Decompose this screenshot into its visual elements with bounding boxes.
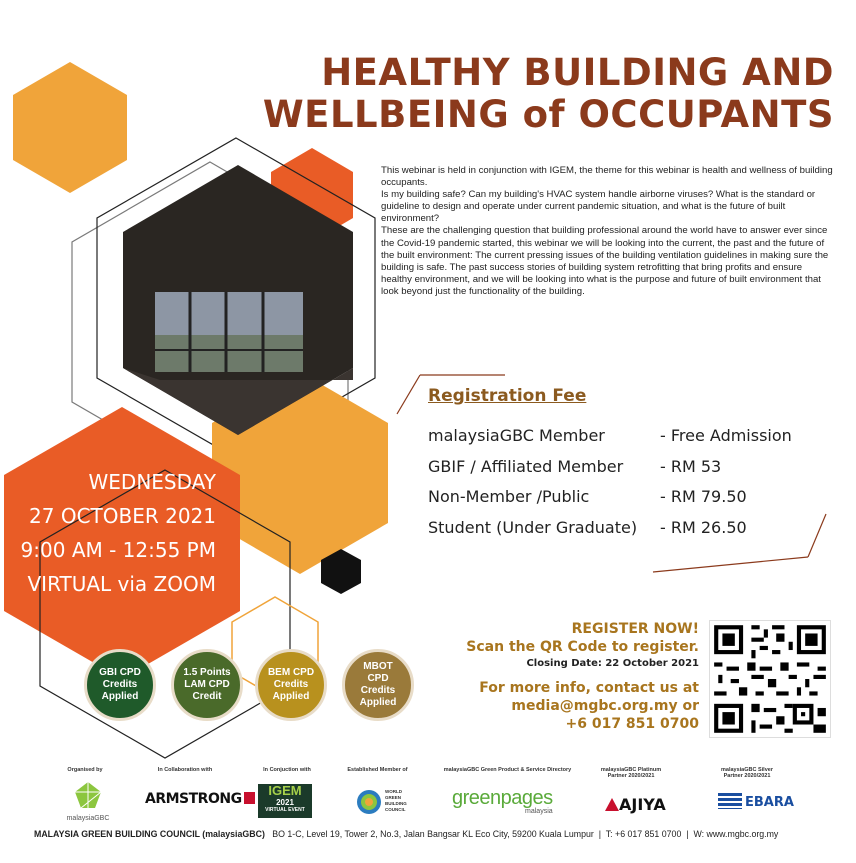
closing-date: Closing Date: 22 October 2021	[526, 658, 699, 669]
footer-org: MALAYSIA GREEN BUILDING COUNCIL (malaysiaGBC)	[34, 829, 265, 839]
ajiya-logo: AJIYA	[605, 795, 666, 814]
contact-phone[interactable]: +6 017 851 0700	[565, 716, 699, 732]
caption-established-member: Established Member of	[347, 767, 408, 773]
fee-row	[428, 457, 721, 476]
fee-row	[428, 426, 792, 445]
footer-address: BO 1-C, Level 19, Tower 2, No.3, Jalan Bangsar KL Eco City, 59200 Kuala Lumpur	[272, 829, 594, 839]
caption-organised-by: Organised by	[67, 767, 103, 773]
event-details	[0, 465, 216, 601]
armstrong-mark-icon	[244, 792, 255, 804]
caption-platinum-partner: malaysiaGBC Platinum Partner 2020/2021	[600, 767, 662, 779]
lam-cpd-badge: 1.5 Points LAM CPD Credit	[171, 649, 243, 721]
registration-qr-code[interactable]	[709, 620, 831, 738]
fee-category: GBIF / Affiliated Member	[428, 457, 624, 476]
webinar-description	[381, 165, 833, 298]
page-title: HEALTHY BUILDING AND WELLBEING of OCCUPANTS	[262, 51, 834, 136]
qr-code-icon	[710, 621, 830, 737]
gbi-cpd-badge: GBI CPD Credits Applied	[84, 649, 156, 721]
fee-category: Student (Under Graduate)	[428, 518, 638, 537]
ebara-mark-icon	[718, 793, 742, 809]
mbot-cpd-badge: MBOT CPD Credits Applied	[342, 649, 414, 721]
fee-price: - RM 26.50	[660, 518, 747, 537]
description-paragraph: These are the challenging question that building professional around the world have to answer ever since the Covid-19 pandemic started, this webinar we will be looking into the current, the past and the future of the built environment: The current pressing issues of the building ventilation guidelines in making sure the building is safe. The past success stories of building system retrofitting that bring profits and ensure healthy environment, and we will be looking into what is the purpose and future of built environment that look beyond just the functionality of the building.	[381, 225, 829, 297]
armstrong-logo: ARMSTRONG	[145, 791, 255, 807]
malaysiagbc-logo: malaysiaGBC	[58, 780, 118, 822]
fee-category: Non-Member /Public	[428, 487, 590, 506]
greenpages-logo: greenpages malaysia	[452, 787, 553, 815]
fee-price: - RM 79.50	[660, 487, 747, 506]
globe-icon	[355, 788, 383, 816]
footer-website[interactable]: W: www.mgbc.org.my	[693, 829, 779, 839]
gold-hexagon-top	[13, 62, 127, 193]
event-day: WEDNESDAY	[88, 470, 216, 494]
bem-cpd-badge: BEM CPD Credits Applied	[255, 649, 327, 721]
event-time: 9:00 AM - 12:55 PM	[20, 538, 216, 562]
event-venue: VIRTUAL via ZOOM	[27, 572, 216, 596]
ebara-logo: EBARA	[718, 793, 794, 810]
fee-category: malaysiaGBC Member	[428, 426, 605, 445]
fee-row	[428, 518, 747, 537]
leaf-icon	[71, 780, 105, 810]
fee-price: - Free Admission	[660, 426, 792, 445]
footer-phone[interactable]: T: +6 017 851 0700	[605, 829, 682, 839]
caption-silver-partner: malaysiaGBC Silver Partner 2020/2021	[721, 767, 773, 779]
fee-row	[428, 487, 747, 506]
contact-info: For more info, contact us at	[479, 680, 699, 696]
contact-email[interactable]: media@mgbc.org.my or	[511, 698, 699, 714]
ajiya-mark-icon	[605, 798, 619, 811]
description-paragraph: This webinar is held in conjunction with IGEM, the theme for this webinar is health and wellness of building occupants.	[381, 165, 833, 189]
worldgbc-logo: WORLD GREEN BUILDING COUNCIL	[355, 786, 415, 820]
caption-conjunction: In Conjuction with	[263, 767, 311, 773]
igem-logo: IGEM 2021 VIRTUAL EVENT	[258, 784, 312, 818]
footer: MALAYSIA GREEN BUILDING COUNCIL (malaysiaGBC) BO 1-C, Level 19, Tower 2, No.3, Jalan Bangsar KL Eco City, 59200 Kuala Lumpur | T: +6 017 851 0700 | W: www.mgbc.org.my	[34, 829, 779, 839]
event-date: 27 OCTOBER 2021	[29, 504, 216, 528]
caption-collaboration: In Collaboration with	[157, 767, 213, 773]
fee-price: - RM 53	[660, 457, 722, 476]
scan-qr-text: Scan the QR Code to register.	[466, 639, 699, 655]
registration-fee-title: Registration Fee	[428, 386, 587, 406]
description-paragraph: Is my building safe? Can my building's HVAC system handle airborne viruses? What is the standard or guideline to design and operate under current pandemic situation, and what is the future of built environment?	[381, 189, 816, 225]
caption-green-directory: malaysiaGBC Green Product & Service Directory	[443, 767, 572, 773]
register-now-heading: REGISTER NOW!	[571, 621, 699, 637]
